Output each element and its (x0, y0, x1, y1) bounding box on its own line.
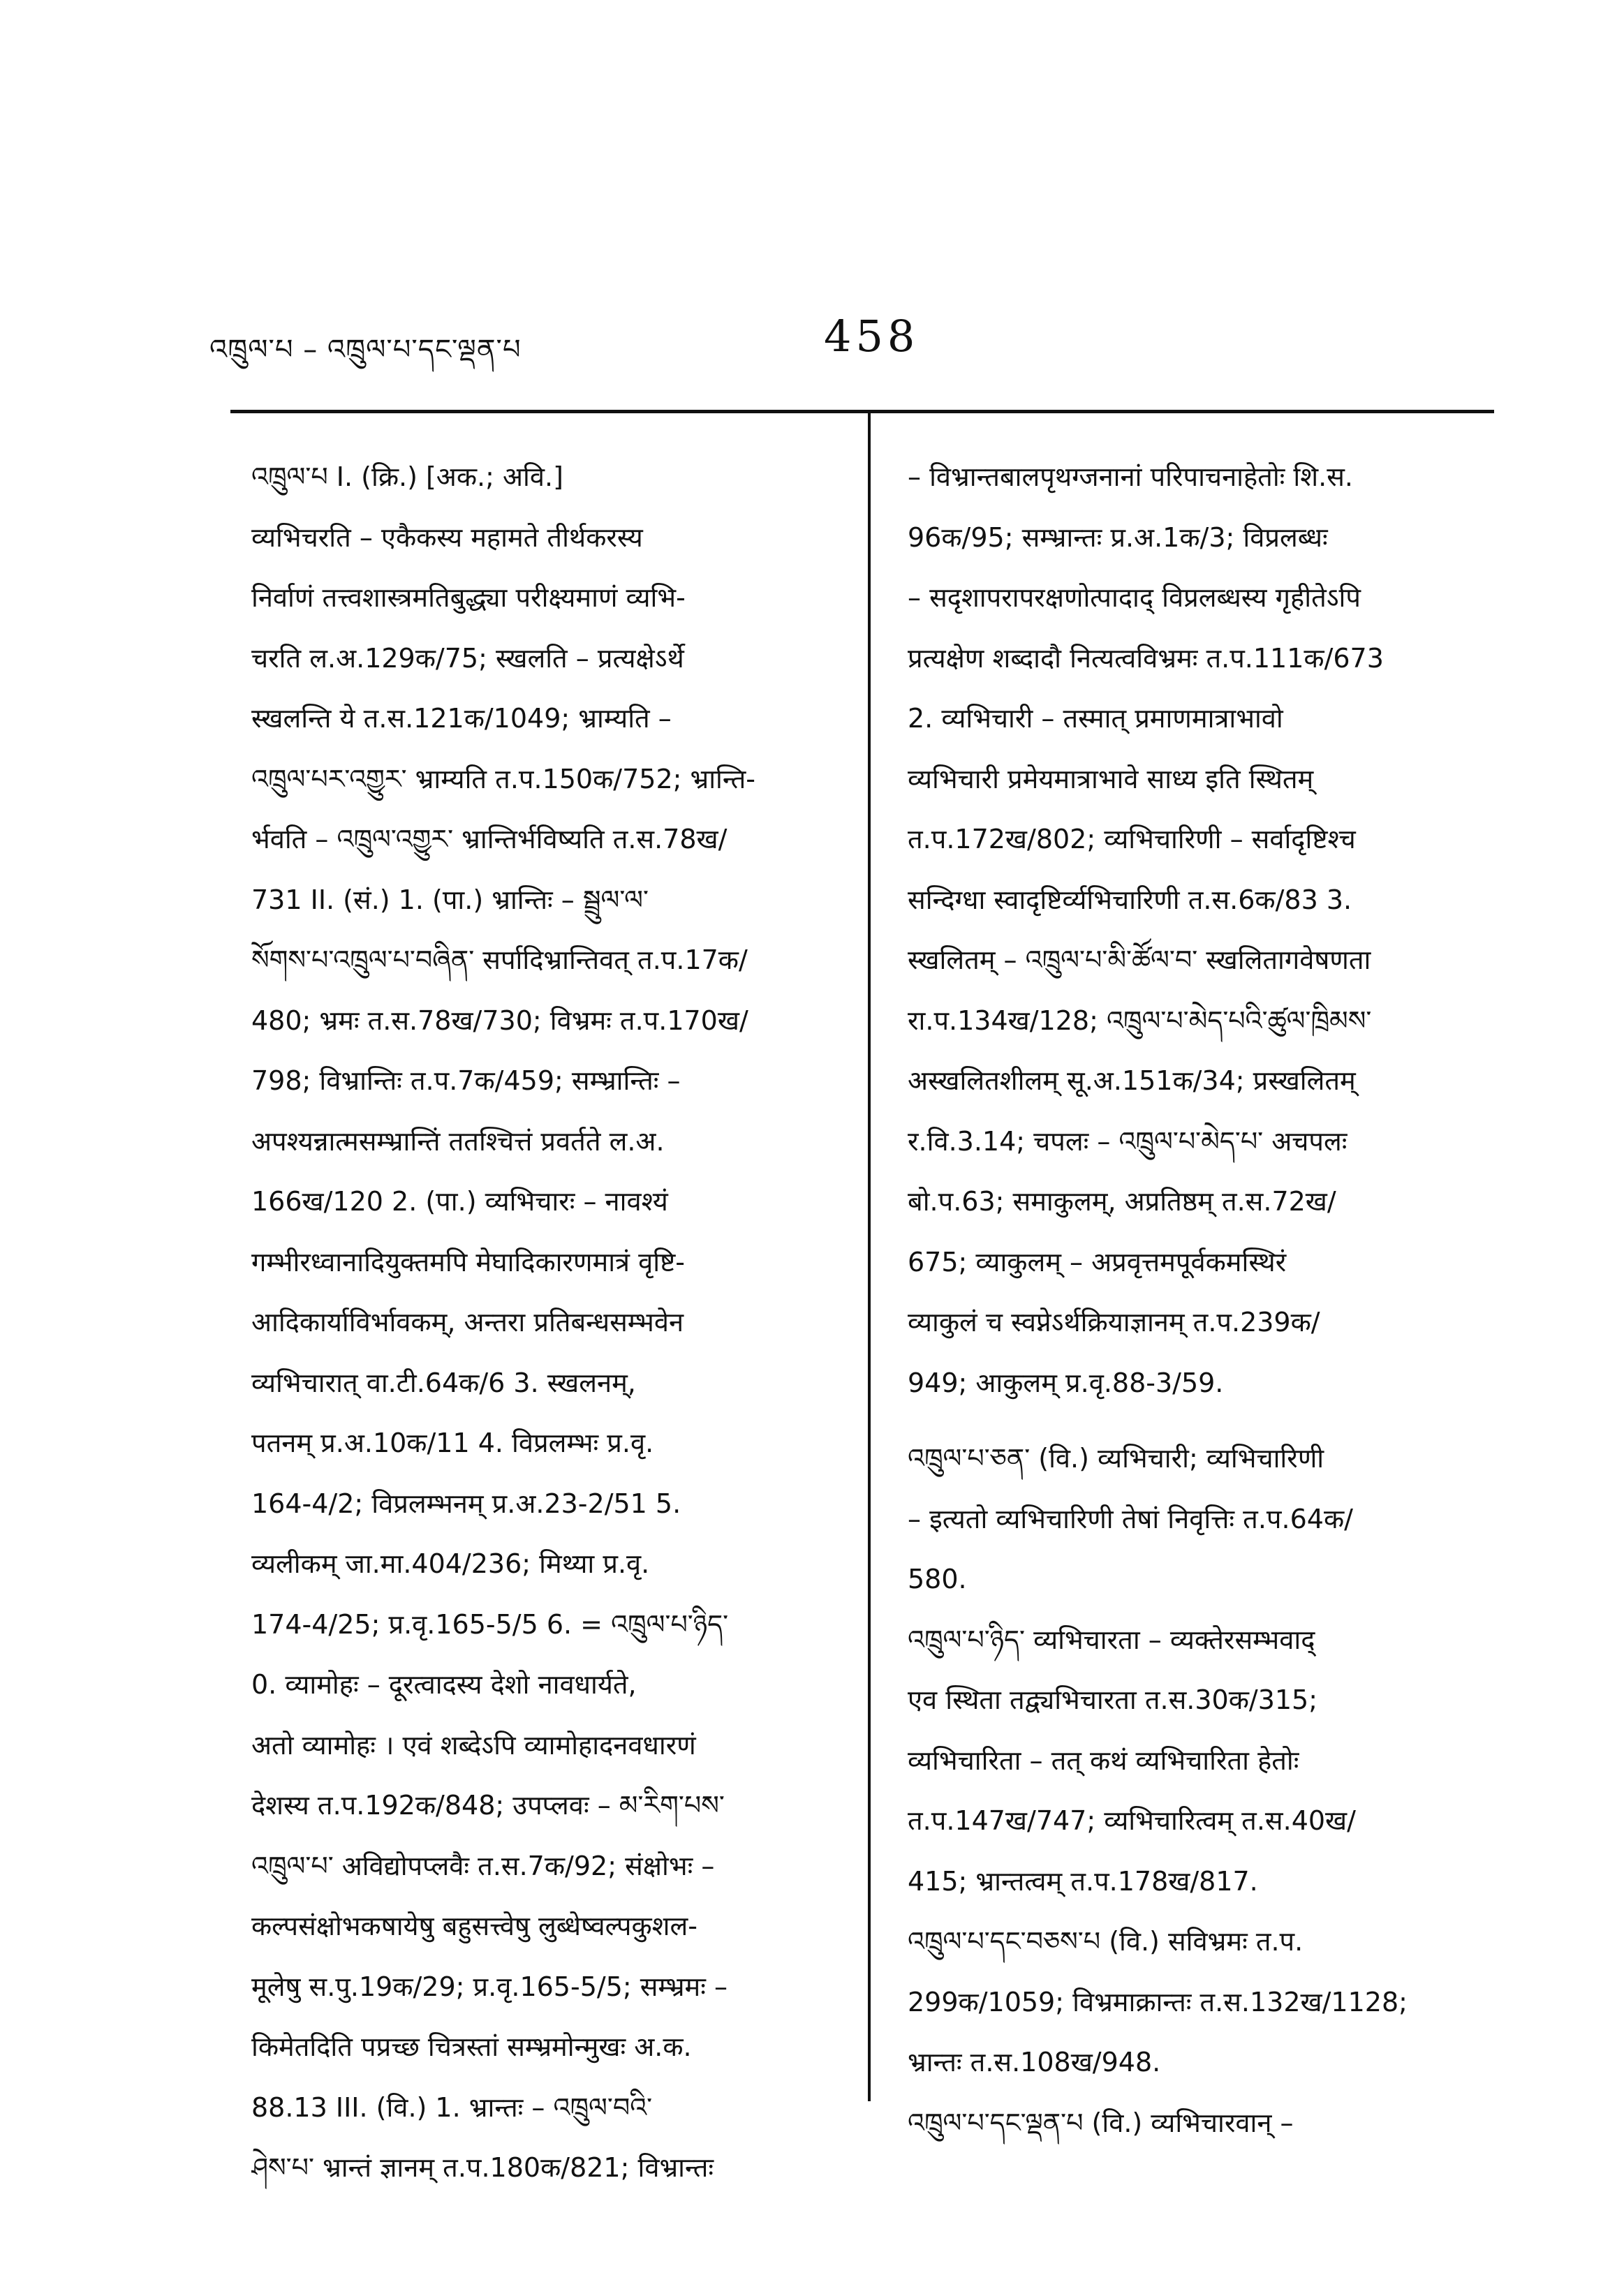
text-line: सन्दिग्धा स्वादृष्टिर्व्यभिचारिणी त.स.6क/83 3. (908, 884, 1352, 915)
text-line: मूलेषु स.पु.19क/29; प्र.वृ.165-5/5; सम्भ्रमः – (251, 1971, 728, 2002)
running-head: འཁྲུལ་པ – འཁྲུལ་པ་དང་ལྡན་པ (209, 334, 522, 366)
page-number: 458 (824, 311, 920, 362)
text-line: स्खलन्ति ये त.स.121क/1049; भ्राम्यति – (251, 703, 672, 734)
text-line: त.प.147ख/747; व्यभिचारित्वम् त.स.40ख/ (908, 1805, 1356, 1836)
text-line: व्यभिचारिता – तत् कथं व्यभिचारिता हेतोः (908, 1745, 1299, 1776)
text-line: किमेतदिति पप्रच्छ चित्रस्तां सम्भ्रमोन्मुखः अ.क. (251, 2031, 692, 2062)
text-line: देशस्य त.प.192क/848; उपप्लवः – མ་རིག་པས་ (251, 1790, 725, 1821)
text-line: व्यभिचरति – एकैकस्य महामते तीर्थकरस्य (251, 521, 643, 553)
text-line: र.वि.3.14; चपलः – འཁྲུལ་པ་མེད་པ་ अचपलः (908, 1125, 1348, 1157)
text-line: अस्खलितशीलम् सू.अ.151क/34; प्रस्खलितम् (908, 1065, 1356, 1096)
text-line: 580. (908, 1564, 967, 1594)
text-line: व्यभिचारात् वा.टी.64क/6 3. स्खलनम्, (251, 1367, 636, 1398)
text-line: व्याकुलं च स्वप्नेऽर्थक्रियाज्ञानम् त.प.239क/ (908, 1307, 1320, 1338)
text-line: 164-4/2; विप्रलम्भनम् प्र.अ.23-2/51 5. (251, 1488, 681, 1519)
text-line: कल्पसंक्षोभकषायेषु बहुसत्त्वेषु लुब्धेष्वल्पकुशल- (251, 1911, 697, 1941)
text-line: 480; भ्रमः त.स.78ख/730; विभ्रमः त.प.170ख/ (251, 1005, 748, 1036)
text-line: व्यभिचारी प्रमेयमात्राभावे साध्य इति स्थितम् (908, 763, 1314, 794)
text-line: भ्रान्तः त.स.108ख/948. (908, 2047, 1161, 2077)
text-line: 299क/1059; विभ्रमाक्रान्तः त.स.132ख/1128; (908, 1986, 1408, 2017)
text-line: चरति ल.अ.129क/75; स्खलति – प्रत्यक्षेऽर्थे (251, 642, 684, 674)
text-line: गम्भीरध्वानादियुक्तमपि मेघादिकारणमात्रं वृष्टि- (251, 1246, 685, 1277)
text-line: निर्वाणं तत्त्वशास्त्रमतिबुद्ध्या परीक्ष्यमाणं व्यभि- (251, 582, 686, 613)
text-line: त.प.172ख/802; व्यभिचारिणी – सर्वादृष्टिश्च (908, 824, 1356, 854)
text-line: འཁྲུལ་པ་དང་ལྡན་པ (वि.) व्यभिचारवान् – (908, 2107, 1294, 2138)
text-line: འཁྲུལ་པ་ཅན་ (वि.) व्यभिचारी; व्यभिचारिणी (908, 1443, 1324, 1474)
text-line: पतनम् प्र.अ.10क/11 4. विप्रलम्भः प्र.वृ. (251, 1428, 654, 1458)
text-line: འཁྲུལ་པ I. (क्रि.) [अक.; अवि.] (251, 461, 563, 492)
text-line: 166ख/120 2. (पा.) व्यभिचारः – नावश्यं (251, 1186, 668, 1217)
text-line: འཁྲུལ་པར་འགྱུར་ भ्राम्यति त.प.150क/752; भ्रान्ति- (251, 763, 755, 794)
text-line: 2. व्यभिचारी – तस्मात् प्रमाणमात्राभावो (908, 703, 1283, 734)
text-line: འཁྲུལ་པ་དང་བཅས་པ (वि.) सविभ्रमः त.प. (908, 1926, 1304, 1957)
left-column (251, 447, 852, 2198)
text-line: ཤེས་པ་ भ्रान्तं ज्ञानम् त.प.180क/821; विभ्रान्तः (251, 2152, 714, 2183)
text-line: बो.प.63; समाकुलम्, अप्रतिष्ठम् त.स.72ख/ (908, 1186, 1336, 1217)
text-line: 96क/95; सम्भ्रान्तः प्र.अ.1क/3; विप्रलब्धः (908, 521, 1328, 553)
text-line: 798; विभ्रान्तिः त.प.7क/459; सम्भ्रान्तिः – (251, 1065, 681, 1096)
text-line: 174-4/25; प्र.वृ.165-5/5 6. = འཁྲུལ་པ་ཉིད་ (251, 1608, 729, 1640)
text-line: व्यलीकम् जा.मा.404/236; मिथ्या प्र.वृ. (251, 1548, 650, 1579)
column-divider (868, 412, 871, 2101)
text-line: – सदृशापरापरक्षणोत्पादाद् विप्रलब्धस्य गृहीतेऽपि (908, 582, 1361, 613)
text-line: འཁྲུལ་པ་ཉིད་ व्यभिचारता – व्यक्तेरसम्भवाद् (908, 1624, 1315, 1655)
text-line: སོགས་པ་འཁྲུལ་པ་བཞིན་ सर्पादिभ्रान्तिवत् त.प.17क/ (251, 945, 748, 975)
header-rule (230, 410, 1494, 413)
text-line: अपश्यन्नात्मसम्भ्रान्तिं ततश्चित्तं प्रवर्तते ल.अ. (251, 1125, 665, 1157)
text-line: र्भवति – འཁྲུལ་འགྱུར་ भ्रान्तिर्भविष्यति त.स.78ख/ (251, 824, 728, 854)
text-line: अतो व्यामोहः । एवं शब्देऽपि व्यामोहादनवधारणं (251, 1729, 696, 1761)
text-line: 415; भ्रान्तत्वम् त.प.178ख/817. (908, 1865, 1258, 1897)
text-line: एव स्थिता तद्व्यभिचारता त.स.30क/315; (908, 1684, 1318, 1715)
text-line: འཁྲུལ་པ་ अविद्योपप्लवैः त.स.7क/92; संक्षोभः – (251, 1850, 715, 1881)
text-line: रा.प.134ख/128; འཁྲུལ་པ་མེད་པའི་ཚུལ་ཁྲིམས་ (908, 1005, 1372, 1036)
right-column (908, 447, 1508, 2153)
text-line: – इत्यतो व्यभिचारिणी तेषां निवृत्तिः त.प.64क/ (908, 1503, 1353, 1534)
entry-gap (908, 1413, 1508, 1428)
text-line: आदिकार्याविर्भावकम्, अन्तरा प्रतिबन्धसम्भवेन (251, 1307, 684, 1338)
text-line: 949; आकुलम् प्र.वृ.88-3/59. (908, 1367, 1224, 1398)
text-line: 0. व्यामोहः – दूरत्वादस्य देशो नावधार्यते, (251, 1669, 637, 1700)
text-line: प्रत्यक्षेण शब्दादौ नित्यत्वविभ्रमः त.प.111क/673 (908, 642, 1384, 674)
text-line: स्खलितम् – འཁྲུལ་པ་མི་ཚོལ་བ་ स्खलितागवेषणता (908, 945, 1371, 975)
text-line: 731 II. (सं.) 1. (पा.) भ्रान्तिः – སྦྲུལ་ལ་ (251, 884, 649, 915)
text-line: – विभ्रान्तबालपृथग्जनानां परिपाचनाहेतोः शि.स. (908, 461, 1353, 492)
text-line: 88.13 III. (वि.) 1. भ्रान्तः – འཁྲུལ་བའི་ (251, 2091, 653, 2123)
text-line: 675; व्याकुलम् – अप्रवृत्तमपूर्वकमस्थिरं (908, 1246, 1287, 1277)
